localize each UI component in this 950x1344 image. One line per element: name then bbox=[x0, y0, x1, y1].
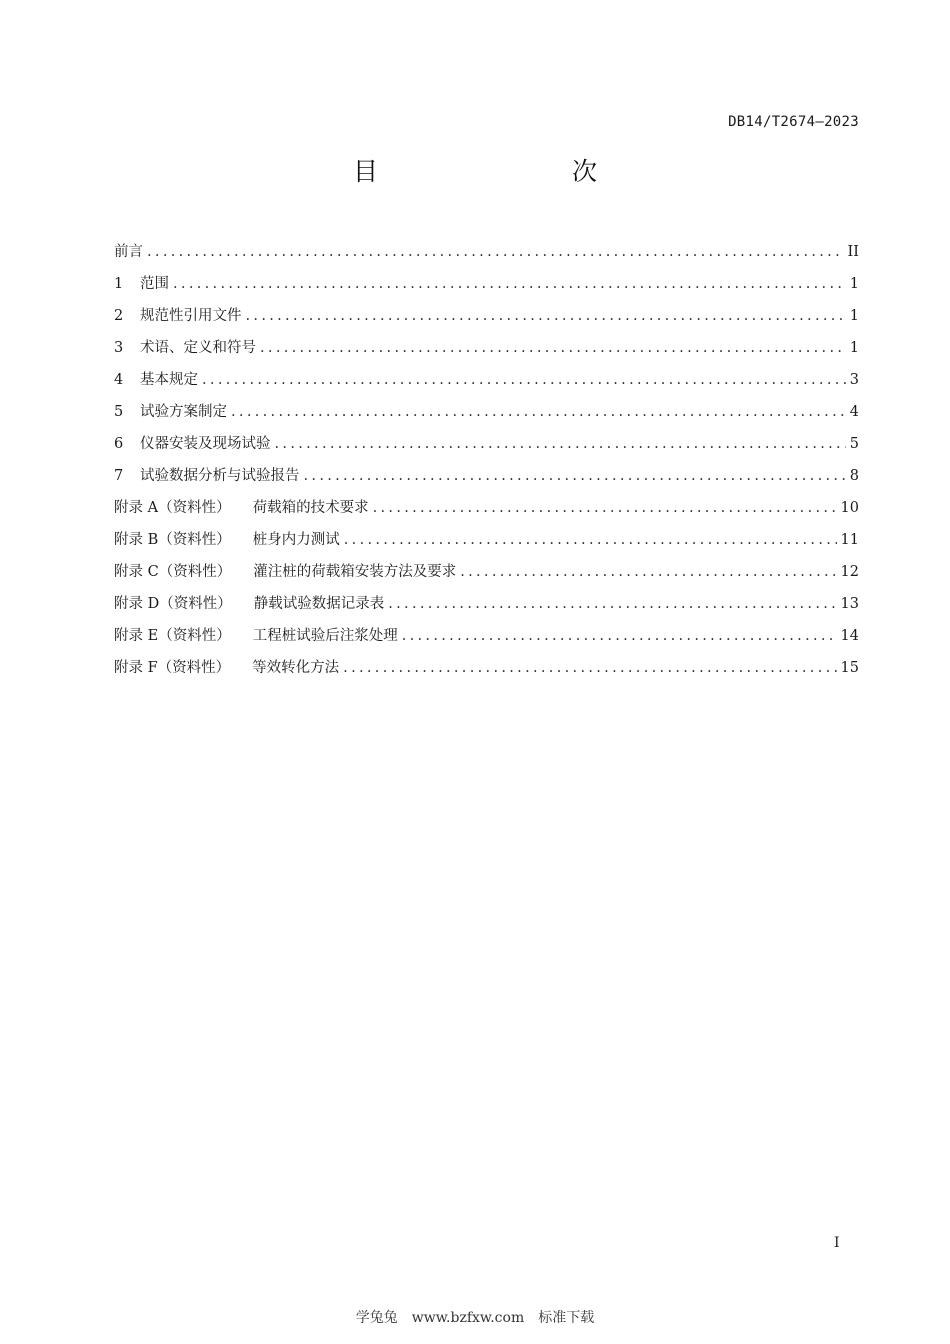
toc-entry-page: II bbox=[847, 244, 859, 260]
toc-leader-dots bbox=[388, 588, 836, 620]
toc-entry-label: 规范性引用文件 bbox=[140, 308, 242, 324]
toc-entry-number: 3 bbox=[114, 340, 124, 356]
toc-entry-number: 2 bbox=[114, 308, 124, 324]
toc-entry-page: 8 bbox=[849, 468, 859, 484]
toc-entry-page: 4 bbox=[849, 404, 859, 420]
page-title: 目 次 bbox=[352, 157, 645, 186]
toc-entry-page: 3 bbox=[849, 372, 859, 388]
toc-entry-page: 1 bbox=[849, 276, 859, 292]
toc-entry-label: 桩身内力测试 bbox=[252, 532, 340, 548]
toc-entry[interactable] bbox=[114, 428, 859, 460]
toc-entry-label: 荷载箱的技术要求 bbox=[252, 500, 369, 516]
toc-entry-page: 13 bbox=[840, 596, 859, 612]
toc-entry-page: 12 bbox=[840, 564, 859, 580]
toc-entry[interactable] bbox=[114, 620, 859, 652]
toc-entry-label: 基本规定 bbox=[140, 372, 198, 388]
toc-entry[interactable] bbox=[114, 268, 859, 300]
toc-entry-page: 5 bbox=[849, 436, 859, 452]
toc-entry-number: 1 bbox=[114, 276, 124, 292]
toc-entry-page: 15 bbox=[840, 660, 859, 676]
toc-entry-page: 14 bbox=[840, 628, 859, 644]
toc-entry-page: 1 bbox=[849, 340, 859, 356]
toc-entry-label: 静载试验数据记录表 bbox=[253, 596, 385, 612]
toc-leader-dots bbox=[402, 620, 837, 652]
toc-entry-appendix: 附录 E（资料性） bbox=[114, 628, 231, 644]
toc-leader-dots bbox=[147, 236, 844, 268]
toc-entry[interactable] bbox=[114, 588, 859, 620]
toc-entry[interactable] bbox=[114, 364, 859, 396]
toc-leader-dots bbox=[304, 460, 846, 492]
toc-entry[interactable] bbox=[114, 524, 859, 556]
toc-entry-label: 灌注桩的荷载箱安装方法及要求 bbox=[253, 564, 457, 580]
toc-entry-label: 试验方案制定 bbox=[140, 404, 227, 420]
toc-leader-dots bbox=[344, 524, 837, 556]
toc-entry[interactable] bbox=[114, 556, 859, 588]
toc-entry-page: 11 bbox=[840, 532, 859, 548]
toc-entry-appendix: 附录 C（资料性） bbox=[114, 564, 232, 580]
toc-entry[interactable] bbox=[114, 300, 859, 332]
toc-entry[interactable] bbox=[114, 492, 859, 524]
toc-leader-dots bbox=[275, 428, 846, 460]
toc-leader-dots bbox=[246, 300, 846, 332]
toc-entry-number: 7 bbox=[114, 468, 124, 484]
toc-entry-label: 术语、定义和符号 bbox=[140, 340, 256, 356]
page-number: I bbox=[834, 1235, 840, 1251]
toc-leader-dots bbox=[260, 332, 846, 364]
toc-entry-number: 5 bbox=[114, 404, 124, 420]
toc-leader-dots bbox=[202, 364, 846, 396]
footer-watermark: 学兔兔 www.bzfxw.com 标准下载 bbox=[355, 1310, 595, 1326]
toc-entry-page: 10 bbox=[840, 500, 859, 516]
toc-entry-number: 6 bbox=[114, 436, 124, 452]
toc-leader-dots bbox=[460, 556, 836, 588]
toc-leader-dots bbox=[343, 652, 836, 684]
toc-entry[interactable] bbox=[114, 652, 859, 684]
toc-leader-dots bbox=[373, 492, 837, 524]
toc-entry-appendix: 附录 F（资料性） bbox=[114, 660, 231, 676]
toc-entry-label: 等效转化方法 bbox=[252, 660, 340, 676]
toc-entry-appendix: 附录 D（资料性） bbox=[114, 596, 232, 612]
toc-entry-number: 4 bbox=[114, 372, 124, 388]
table-of-contents bbox=[114, 236, 859, 684]
toc-entry-label: 仪器安装及现场试验 bbox=[140, 436, 271, 452]
toc-entry-label: 工程桩试验后注浆处理 bbox=[252, 628, 398, 644]
toc-entry[interactable] bbox=[114, 396, 859, 428]
toc-leader-dots bbox=[231, 396, 846, 428]
toc-entry-label: 试验数据分析与试验报告 bbox=[140, 468, 300, 484]
toc-entry-label: 范围 bbox=[140, 276, 169, 292]
toc-entry[interactable] bbox=[114, 236, 859, 268]
toc-entry-appendix: 附录 B（资料性） bbox=[114, 532, 231, 548]
toc-entry[interactable] bbox=[114, 460, 859, 492]
toc-leader-dots bbox=[173, 268, 846, 300]
toc-entry[interactable] bbox=[114, 332, 859, 364]
document-code: DB14/T2674—2023 bbox=[728, 114, 859, 130]
toc-entry-page: 1 bbox=[849, 308, 859, 324]
toc-entry-label: 前言 bbox=[114, 244, 143, 260]
toc-entry-appendix: 附录 A（资料性） bbox=[114, 500, 231, 516]
